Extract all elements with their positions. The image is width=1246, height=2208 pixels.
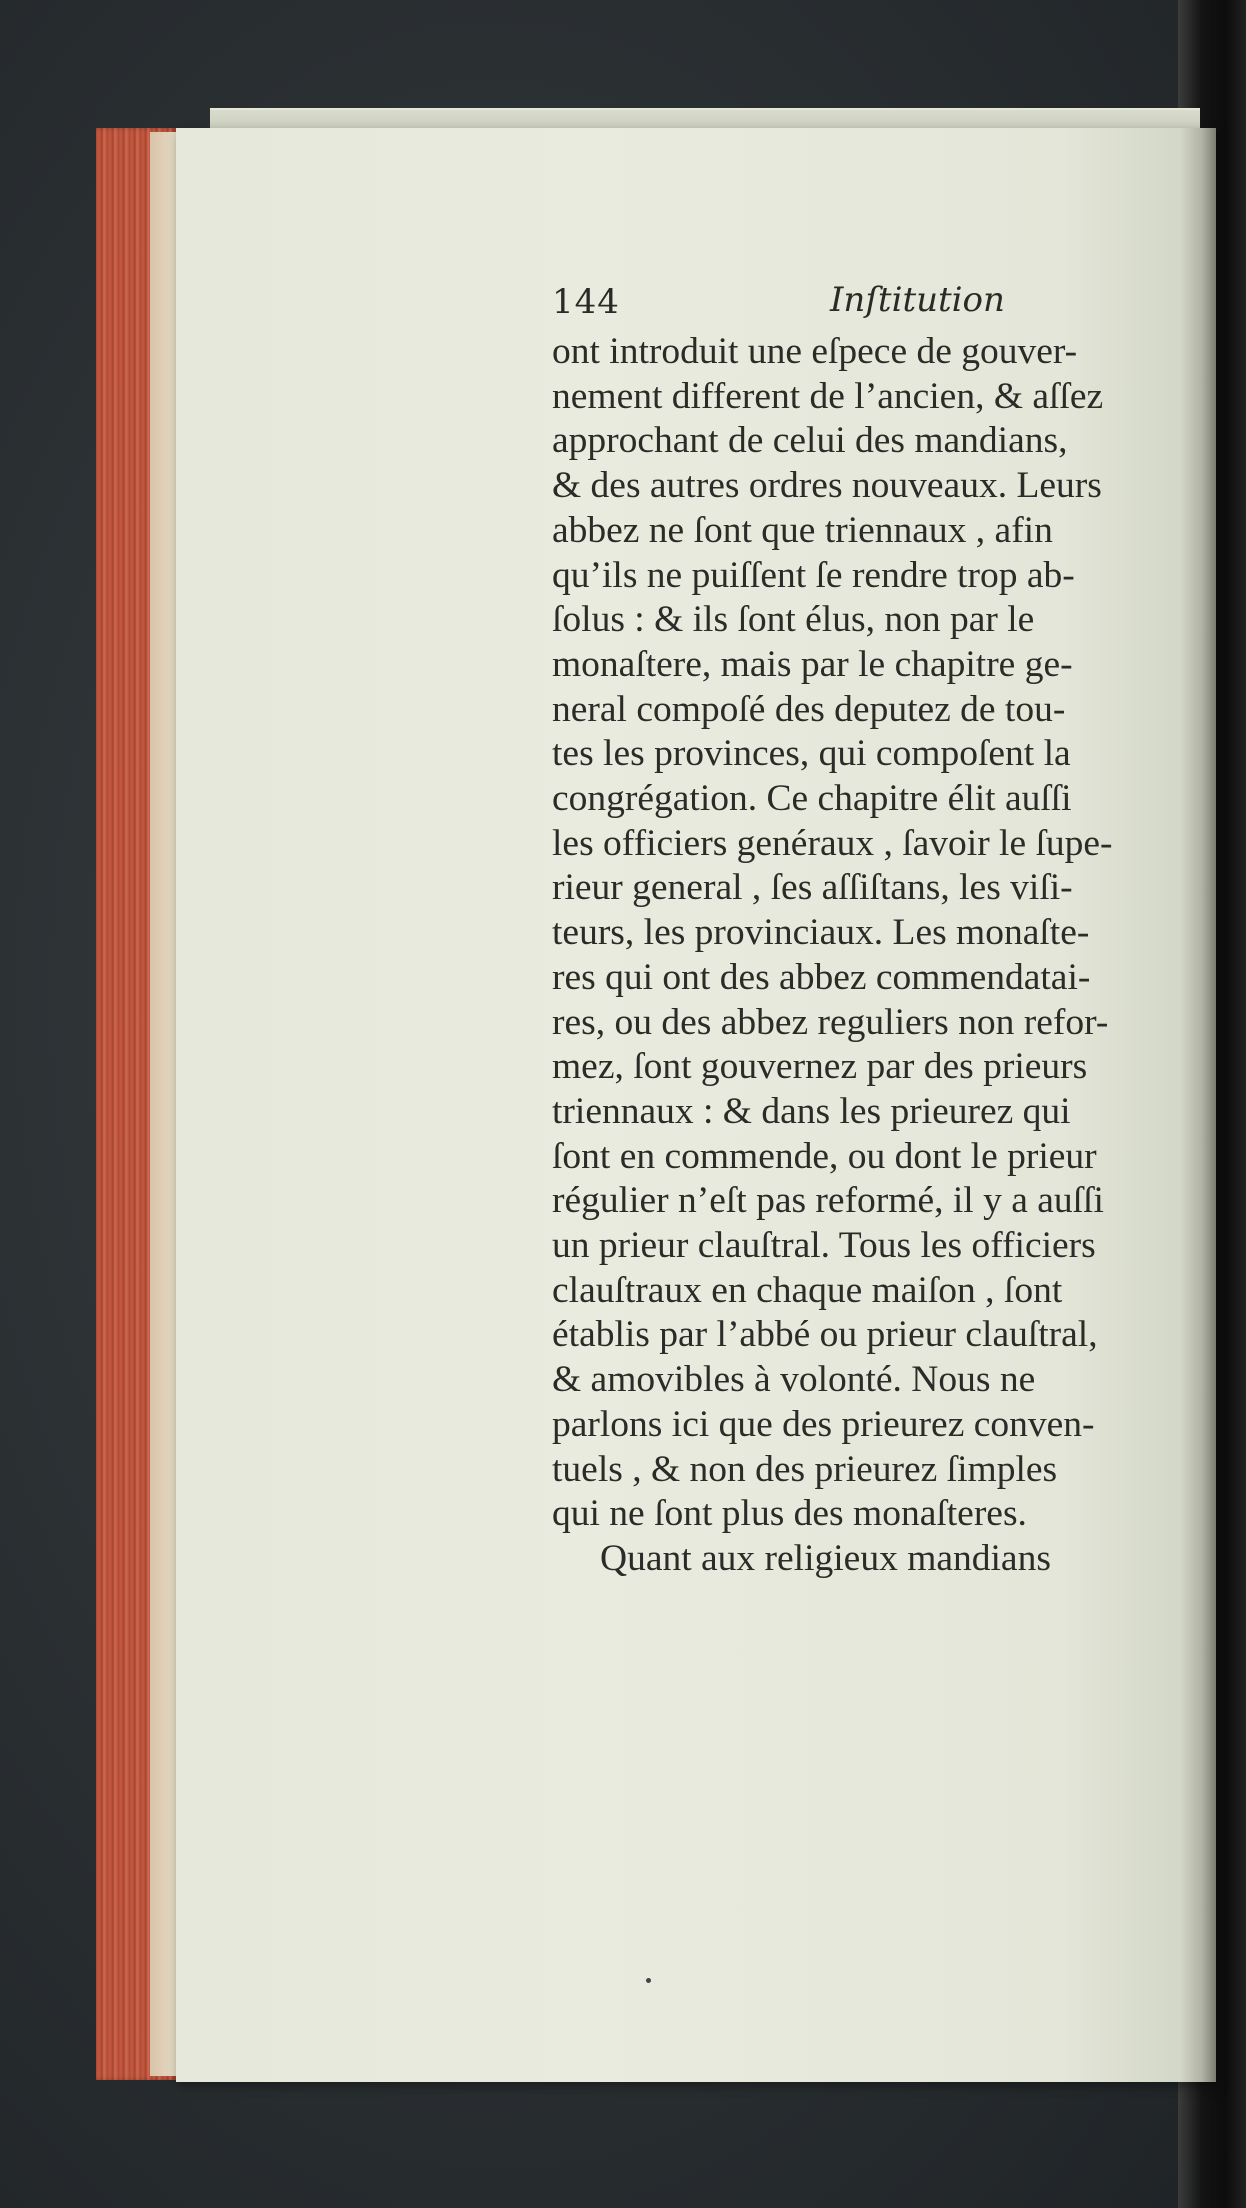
- text-line: ſont en commende, ou dont le prieur: [552, 1135, 1097, 1177]
- text-line: tuels , & non des prieurez ſimples: [552, 1448, 1058, 1490]
- text-line: ſolus : & ils ſont élus, non par le: [552, 599, 1035, 641]
- text-line: abbez ne ſont que triennaux , afin: [552, 509, 1053, 551]
- text-line: res, ou des abbez reguliers non refor-: [552, 1001, 1109, 1043]
- page-number: 144: [552, 282, 620, 322]
- text-line: & amovibles à volonté. Nous ne: [552, 1359, 1036, 1401]
- page-header: [552, 282, 1172, 332]
- text-line: un prieur clauſtral. Tous les officiers: [552, 1225, 1096, 1267]
- text-line: mez, ſont gouvernez par des prieurs: [552, 1046, 1088, 1088]
- text-line: tes les provinces, qui compoſent la: [552, 733, 1071, 775]
- text-line: approchant de celui des mandians,: [552, 420, 1068, 462]
- text-line: congrégation. Ce chapitre élit auſſi: [552, 778, 1072, 820]
- body-text: [552, 330, 1246, 1582]
- text-line: monaſtere, mais par le chapitre ge-: [552, 643, 1073, 685]
- text-line: parlons ici que des prieurez conven-: [552, 1403, 1095, 1445]
- text-line: établis par l’abbé ou prieur clauſtral,: [552, 1314, 1098, 1356]
- running-title: Inſtitution: [830, 280, 1005, 320]
- text-line: triennaux : & dans les prieurez qui: [552, 1090, 1071, 1132]
- text-line: & des autres ordres nouveaux. Leurs: [552, 465, 1102, 507]
- text-line: clauſtraux en chaque maiſon , ſont: [552, 1269, 1063, 1311]
- text-line: neral compoſé des deputez de tou-: [552, 688, 1066, 730]
- text-line: régulier n’eſt pas reformé, il y a auſſi: [552, 1180, 1104, 1222]
- text-line: ont introduit une eſpece de gouver-: [552, 331, 1078, 372]
- text-line: nement different de l’ancien, & aſſez: [552, 375, 1104, 417]
- text-line: rieur general , ſes aſſiſtans, les viſi-: [552, 867, 1073, 909]
- text-line: teurs, les provinciaux. Les monaſte-: [552, 912, 1090, 954]
- text-line: res qui ont des abbez commendatai-: [552, 956, 1091, 998]
- text-line: les officiers genéraux , ſavoir le ſupe-: [552, 822, 1113, 864]
- text-line: qui ne ſont plus des monaſteres.: [552, 1493, 1027, 1535]
- text-line: qu’ils ne puiſſent ſe rendre trop ab-: [552, 554, 1075, 596]
- paper-speck: [646, 1978, 651, 1983]
- text-line: Quant aux religieux mandians: [600, 1537, 1051, 1579]
